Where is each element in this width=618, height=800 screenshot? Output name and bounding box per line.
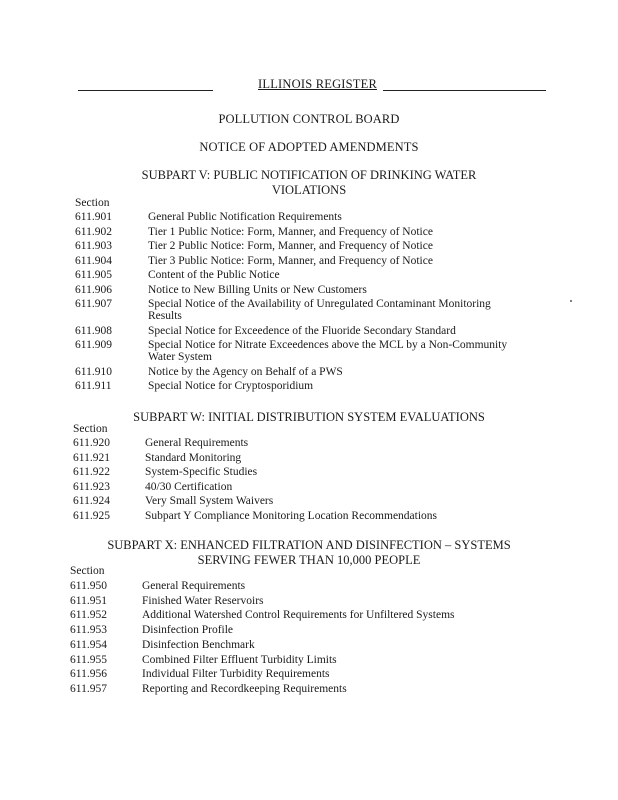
subpart-v-section-label: Section bbox=[75, 197, 110, 209]
subpart-w-heading bbox=[110, 410, 508, 425]
header-rule-right bbox=[383, 90, 546, 91]
subpart-w-section-label: Section bbox=[73, 423, 108, 435]
register-header bbox=[78, 76, 546, 96]
section-description-continued: Results bbox=[148, 310, 182, 322]
section-number: 611.924 bbox=[73, 495, 110, 507]
section-number: 611.956 bbox=[70, 668, 107, 681]
section-description: General Requirements bbox=[145, 437, 249, 449]
section-description: General Public Notification Requirements bbox=[148, 211, 342, 223]
subpart-v-title-line2: VIOLATIONS bbox=[271, 183, 347, 197]
section-number: 611.920 bbox=[73, 437, 110, 449]
section-number: 611.902 bbox=[75, 225, 112, 238]
section-number: 611.955 bbox=[70, 653, 107, 666]
register-title: ILLINOIS REGISTER bbox=[258, 77, 378, 91]
section-number: 611.911 bbox=[75, 380, 112, 392]
section-number: 611.905 bbox=[75, 269, 112, 281]
section-number: 611.906 bbox=[75, 283, 112, 296]
section-description: Tier 1 Public Notice: Form, Manner, and Frequency of Notice bbox=[148, 225, 433, 238]
subpart-v-title-line1: SUBPART V: PUBLIC NOTIFICATION OF DRINKING WATER bbox=[141, 168, 477, 182]
section-number: 611.957 bbox=[70, 682, 107, 695]
section-number: 611.922 bbox=[73, 466, 110, 478]
scan-speck bbox=[570, 300, 572, 302]
section-description: Reporting and Recordkeeping Requirements bbox=[142, 682, 347, 695]
section-description: Standard Monitoring bbox=[145, 451, 242, 464]
section-number: 611.952 bbox=[70, 609, 107, 622]
section-description: System-Specific Studies bbox=[145, 466, 258, 478]
subpart-w-title-line1: SUBPART W: INITIAL DISTRIBUTION SYSTEM EVALUATIONS bbox=[133, 410, 485, 424]
subpart-x-title-line1: SUBPART X: ENHANCED FILTRATION AND DISINFECTION – SYSTEMS bbox=[107, 538, 511, 552]
section-description: General Requirements bbox=[142, 580, 246, 592]
section-description: Individual Filter Turbidity Requirements bbox=[142, 668, 330, 681]
subpart-x-section-label: Section bbox=[70, 565, 105, 577]
section-number: 611.901 bbox=[75, 211, 112, 223]
subpart-x-heading bbox=[100, 538, 518, 568]
section-number: 611.925 bbox=[73, 509, 110, 522]
subpart-v-heading bbox=[130, 168, 488, 198]
section-description: Notice to New Billing Units or New Customers bbox=[148, 283, 367, 296]
section-description: Disinfection Profile bbox=[142, 624, 234, 637]
section-description: Special Notice for Cryptosporidium bbox=[148, 380, 314, 392]
section-description: Tier 2 Public Notice: Form, Manner, and Frequency of Notice bbox=[148, 240, 433, 252]
section-description: Finished Water Reservoirs bbox=[142, 594, 264, 607]
notice-title: NOTICE OF ADOPTED AMENDMENTS bbox=[199, 140, 419, 154]
section-number: 611.907 bbox=[75, 298, 112, 310]
section-description: 40/30 Certification bbox=[145, 480, 233, 493]
section-description: Special Notice for Exceedence of the Fluoride Secondary Standard bbox=[148, 324, 456, 337]
section-description-continued: Water System bbox=[148, 351, 212, 363]
section-description: Content of the Public Notice bbox=[148, 269, 280, 281]
board-title: POLLUTION CONTROL BOARD bbox=[218, 112, 400, 126]
section-number: 611.910 bbox=[75, 365, 112, 378]
section-description: Very Small System Waivers bbox=[145, 495, 274, 507]
section-number: 611.951 bbox=[70, 594, 107, 607]
section-description: Special Notice for Nitrate Exceedences above the MCL by a Non-Community bbox=[148, 339, 508, 351]
section-number: 611.908 bbox=[75, 324, 112, 337]
section-description: Disinfection Benchmark bbox=[142, 638, 255, 651]
section-description: Subpart Y Compliance Monitoring Location Recommendations bbox=[145, 509, 438, 522]
section-description: Tier 3 Public Notice: Form, Manner, and Frequency of Notice bbox=[148, 254, 433, 267]
subpart-x-title-line2: SERVING FEWER THAN 10,000 PEOPLE bbox=[197, 553, 421, 567]
section-number: 611.923 bbox=[73, 480, 110, 493]
section-description: Special Notice of the Availability of Unregulated Contaminant Monitoring bbox=[148, 298, 491, 310]
section-number: 611.904 bbox=[75, 254, 112, 267]
section-number: 611.903 bbox=[75, 240, 112, 252]
section-description: Combined Filter Effluent Turbidity Limits bbox=[142, 653, 337, 666]
section-description: Additional Watershed Control Requirements for Unfiltered Systems bbox=[142, 609, 455, 622]
section-number: 611.953 bbox=[70, 624, 107, 637]
section-number: 611.909 bbox=[75, 339, 112, 351]
section-number: 611.954 bbox=[70, 638, 107, 651]
section-number: 611.921 bbox=[73, 451, 110, 464]
section-number: 611.950 bbox=[70, 580, 107, 592]
section-description: Notice by the Agency on Behalf of a PWS bbox=[148, 365, 343, 378]
header-rule-left bbox=[78, 90, 213, 91]
